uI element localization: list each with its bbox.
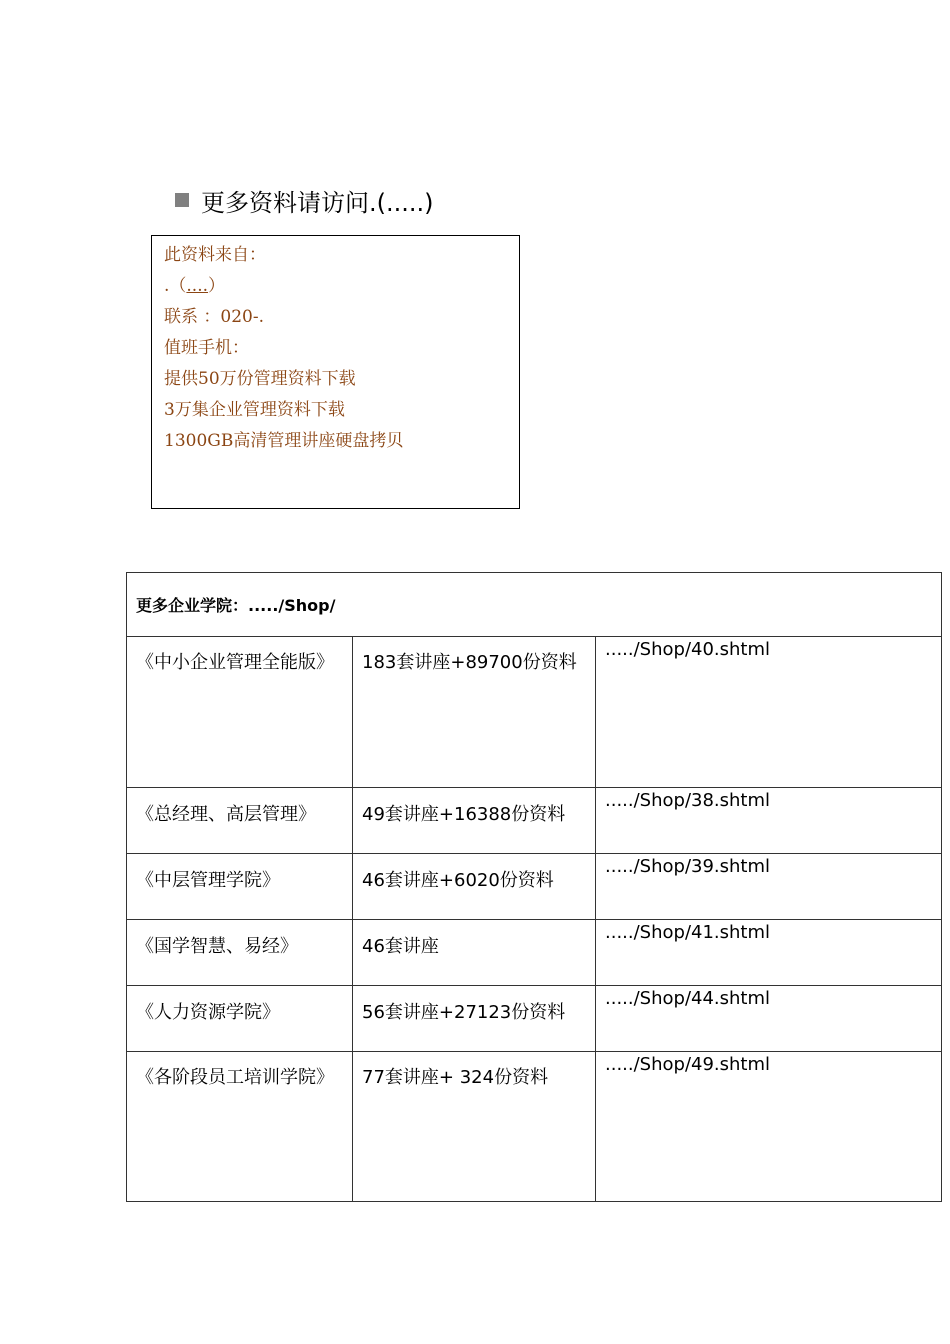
offer-line-3: 1300GB高清管理讲座硬盘拷贝	[164, 431, 404, 451]
source-url-suffix: ）	[208, 276, 226, 296]
course-name: 《中层管理学院》	[127, 854, 353, 920]
course-name: 《国学智慧、易经》	[127, 920, 353, 986]
course-desc: 46套讲座+6020份资料	[353, 854, 596, 920]
contact-phone: 联系 ：020-.	[164, 307, 264, 327]
course-name: 《总经理、高层管理》	[127, 788, 353, 854]
offer-line-2: 3万集企业管理资料下载	[164, 400, 345, 420]
page-heading	[175, 184, 434, 216]
heading-text: 更多资料请访问.(.....)	[201, 188, 434, 217]
course-desc: 183套讲座+89700份资料	[353, 637, 596, 788]
course-url[interactable]: ...../Shop/41.shtml	[596, 920, 942, 986]
duty-mobile: 值班手机：	[164, 338, 249, 358]
table-row	[127, 854, 942, 920]
table-header: 更多企业学院：...../Shop/	[127, 573, 942, 637]
course-url[interactable]: ...../Shop/40.shtml	[596, 637, 942, 788]
table-row	[127, 637, 942, 788]
table-row	[127, 1052, 942, 1202]
square-bullet-icon	[175, 193, 189, 207]
source-url-line	[164, 271, 507, 302]
table-row	[127, 788, 942, 854]
course-url[interactable]: ...../Shop/39.shtml	[596, 854, 942, 920]
course-url[interactable]: ...../Shop/38.shtml	[596, 788, 942, 854]
source-label: 此资料来自：	[164, 245, 266, 265]
source-url-link[interactable]: ....	[186, 276, 209, 296]
course-desc: 49套讲座+16388份资料	[353, 788, 596, 854]
academy-table	[126, 572, 942, 1202]
course-desc: 46套讲座	[353, 920, 596, 986]
course-url[interactable]: ...../Shop/49.shtml	[596, 1052, 942, 1202]
table-row	[127, 920, 942, 986]
course-desc: 77套讲座+ 324份资料	[353, 1052, 596, 1202]
course-desc: 56套讲座+27123份资料	[353, 986, 596, 1052]
course-name: 《中小企业管理全能版》	[127, 637, 353, 788]
source-url-prefix: .（	[164, 276, 187, 296]
source-info-box	[151, 235, 520, 509]
course-name: 《各阶段员工培训学院》	[127, 1052, 353, 1202]
offer-line-1: 提供50万份管理资料下载	[164, 369, 356, 389]
course-url[interactable]: ...../Shop/44.shtml	[596, 986, 942, 1052]
course-name: 《人力资源学院》	[127, 986, 353, 1052]
